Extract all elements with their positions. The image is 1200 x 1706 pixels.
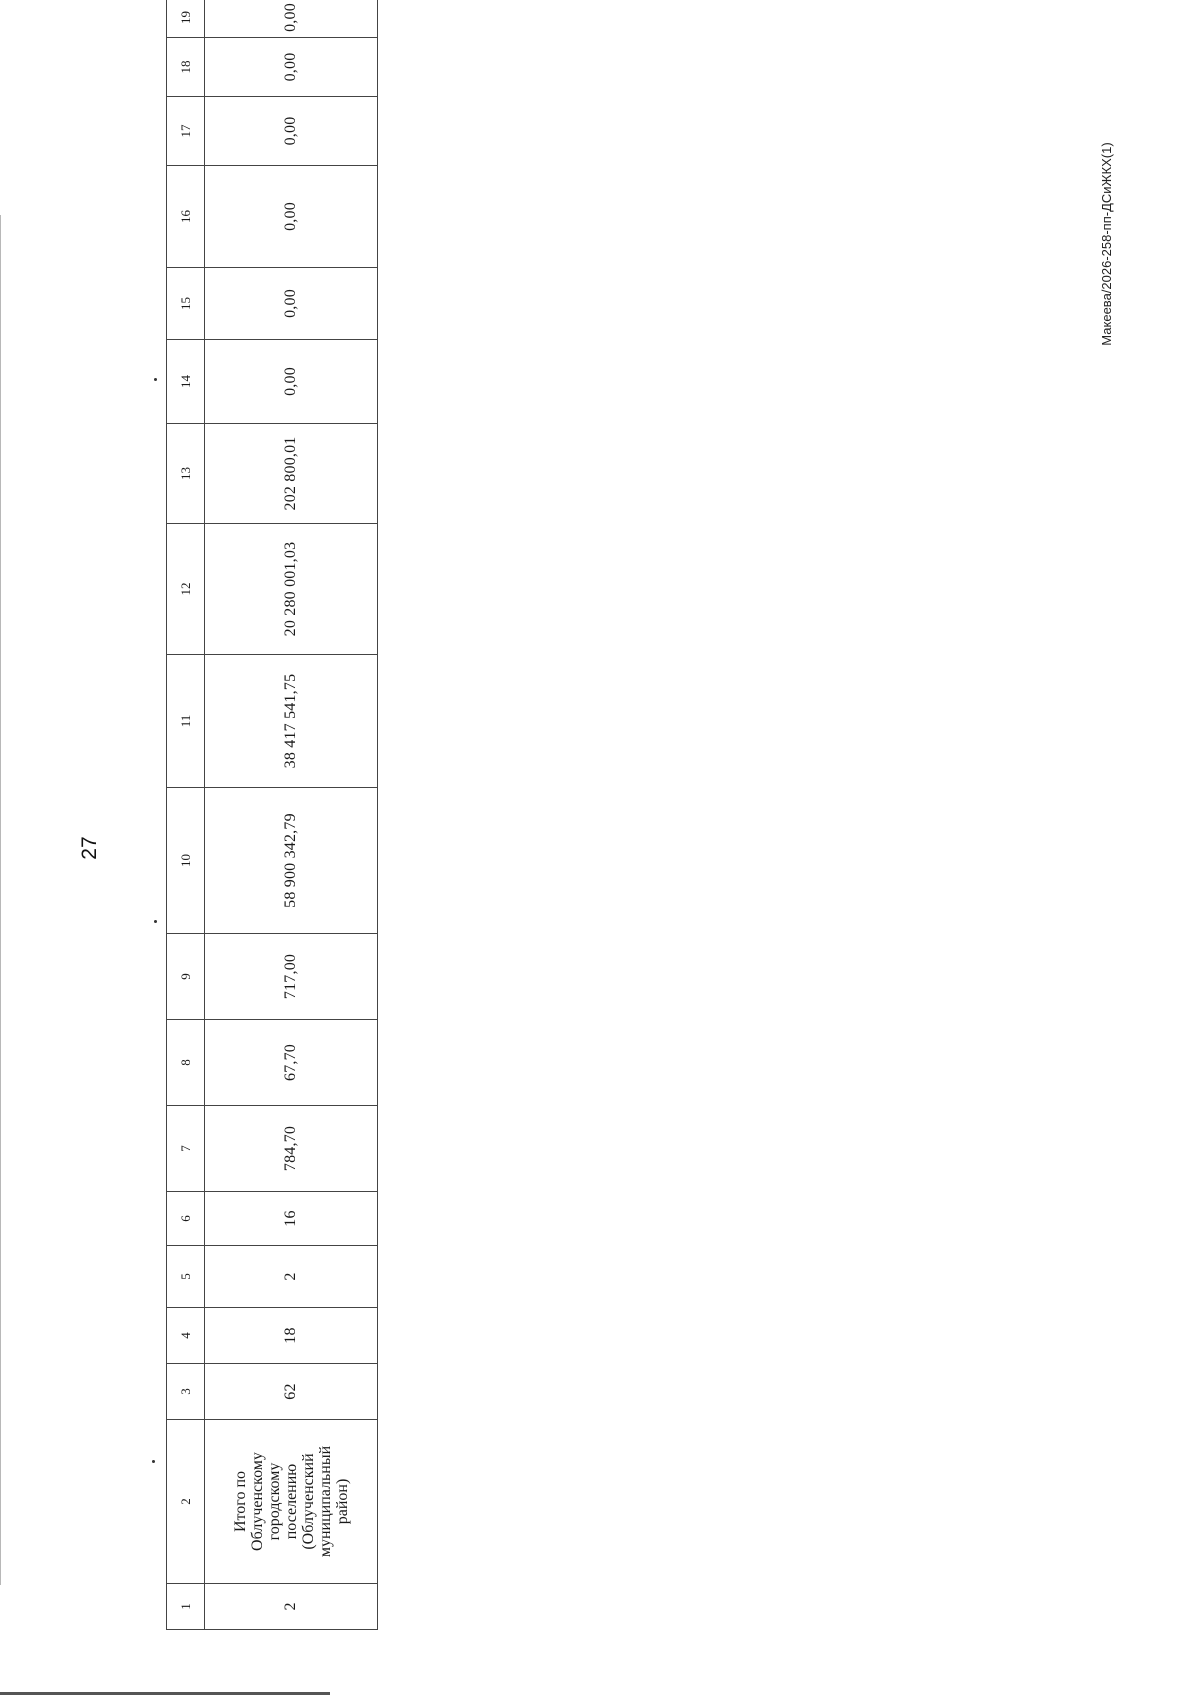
value-cell-4: 18 xyxy=(205,1308,378,1364)
header-cell: 3 xyxy=(167,1364,205,1420)
value-cell-3: 62 xyxy=(205,1364,378,1420)
value-cell-6: 16 xyxy=(205,1192,378,1246)
header-cell: 1 xyxy=(167,1584,205,1630)
header-cell: 5 xyxy=(167,1246,205,1308)
scan-speck xyxy=(154,378,157,381)
scan-speck xyxy=(152,1460,155,1463)
value-cell-19: 0,00 xyxy=(205,0,378,38)
value-cell-17: 0,00 xyxy=(205,97,378,166)
header-cell: 14 xyxy=(167,340,205,424)
value-cell-15: 0,00 xyxy=(205,268,378,340)
table-header-row xyxy=(167,0,205,1630)
value-cell-7: 784,70 xyxy=(205,1106,378,1192)
table-row xyxy=(205,0,378,1630)
header-cell: 19 xyxy=(167,0,205,38)
value-cell-11: 38 417 541,75 xyxy=(205,655,378,788)
value-cell-12: 20 280 001,03 xyxy=(205,524,378,655)
header-cell: 18 xyxy=(167,38,205,97)
header-cell: 6 xyxy=(167,1192,205,1246)
header-cell: 15 xyxy=(167,268,205,340)
header-cell: 2 xyxy=(167,1420,205,1584)
header-cell: 10 xyxy=(167,788,205,934)
row-number-cell: 2 xyxy=(205,1584,378,1630)
document-code: Макеева/2026-258-пп-ДСиЖКХ(1) xyxy=(1099,142,1114,346)
value-cell-8: 67,70 xyxy=(205,1020,378,1106)
scan-speck xyxy=(154,920,157,923)
header-cell: 4 xyxy=(167,1308,205,1364)
header-cell: 13 xyxy=(167,424,205,524)
value-cell-10: 58 900 342,79 xyxy=(205,788,378,934)
summary-table xyxy=(166,0,378,1630)
value-cell-5: 2 xyxy=(205,1246,378,1308)
value-cell-18: 0,00 xyxy=(205,38,378,97)
scan-edge-line xyxy=(0,215,1,1585)
value-cell-13: 202 800,01 xyxy=(205,424,378,524)
header-cell: 16 xyxy=(167,166,205,268)
header-cell: 7 xyxy=(167,1106,205,1192)
header-cell: 12 xyxy=(167,524,205,655)
rotated-table-wrapper xyxy=(166,3,377,1630)
scan-bottom-line xyxy=(0,1692,330,1695)
page-number: 27 xyxy=(78,836,101,860)
value-cell-9: 717,00 xyxy=(205,934,378,1020)
value-cell-14: 0,00 xyxy=(205,340,378,424)
value-cell-16: 0,00 xyxy=(205,166,378,268)
header-cell: 9 xyxy=(167,934,205,1020)
header-cell: 11 xyxy=(167,655,205,788)
header-cell: 17 xyxy=(167,97,205,166)
row-label-cell: Итого по Облученскому городскому поселению (Облученский муниципальный район) xyxy=(205,1420,378,1584)
header-cell: 8 xyxy=(167,1020,205,1106)
